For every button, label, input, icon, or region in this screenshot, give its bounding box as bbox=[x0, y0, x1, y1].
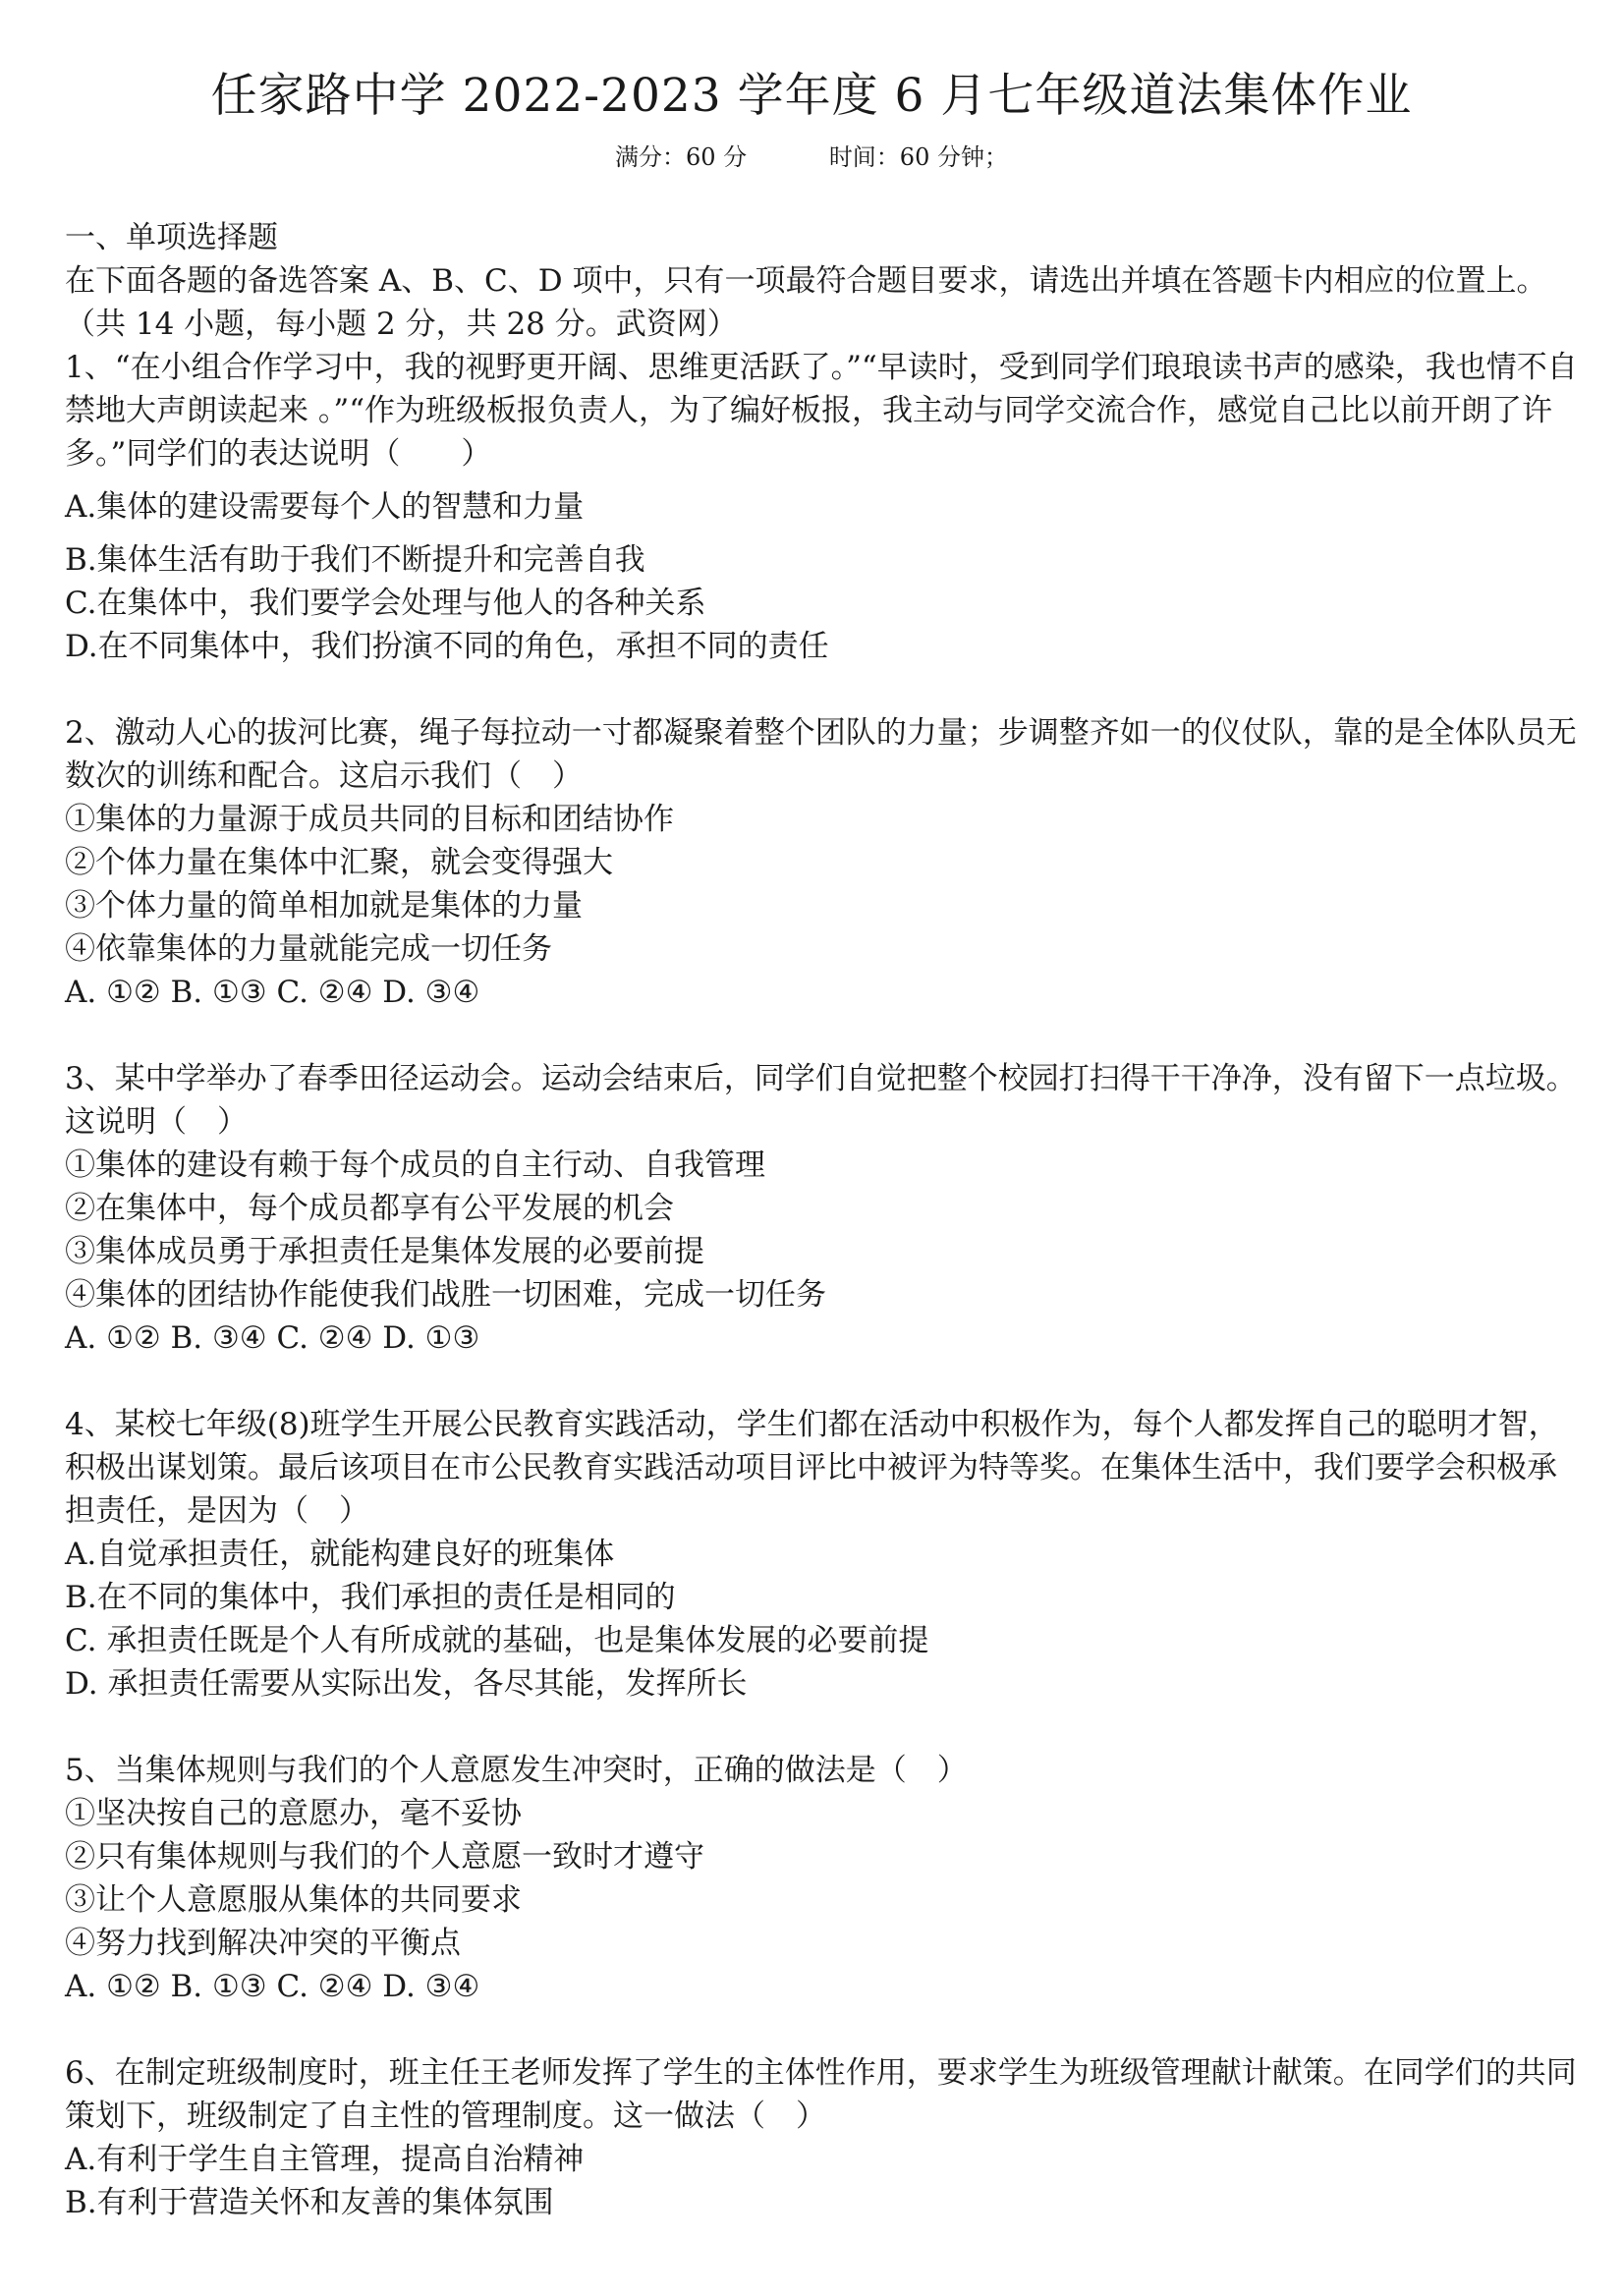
full-score: 满分：60 分 bbox=[615, 143, 748, 171]
option: ①集体的建设有赖于每个成员的自主行动、自我管理 bbox=[65, 1148, 765, 1183]
option: B.在不同的集体中，我们承担的责任是相同的 bbox=[65, 1580, 676, 1615]
option: ③集体成员勇于承担责任是集体发展的必要前提 bbox=[65, 1234, 704, 1269]
exam-info bbox=[0, 138, 1623, 172]
question-stem: 2、激动人心的拔河比赛，绳子每拉动一寸都凝聚着整个团队的力量；步调整齐如一的仪仗队，靠的是全体队员无数次的训练和配合。这启示我们（ ） bbox=[65, 715, 1577, 794]
question-6 bbox=[65, 2051, 1578, 2224]
option: D. 承担责任需要从实际出发，各尽其能，发挥所长 bbox=[65, 1666, 748, 1702]
question-stem: 5、当集体规则与我们的个人意愿发生冲突时，正确的做法是（ ） bbox=[65, 1753, 968, 1788]
question-1 bbox=[65, 346, 1578, 668]
option: A.集体的建设需要每个人的智慧和力量 bbox=[65, 489, 585, 525]
question-2 bbox=[65, 711, 1578, 1014]
option: C.在集体中，我们要学会处理与他人的各种关系 bbox=[65, 586, 706, 621]
question-stem: 3、某中学举办了春季田径运动会。运动会结束后，同学们自觉把整个校园打扫得干干净净，没有留下一点垃圾。这说明（ ） bbox=[65, 1061, 1577, 1140]
option: ②在集体中，每个成员都享有公平发展的机会 bbox=[65, 1191, 674, 1226]
option: ④依靠集体的力量就能完成一切任务 bbox=[65, 931, 552, 967]
question-3 bbox=[65, 1057, 1578, 1360]
answer-choices: A. ①② B. ①③ C. ②④ D. ③④ bbox=[65, 1969, 480, 2004]
question-stem: 6、在制定班级制度时，班主任王老师发挥了学生的主体性作用，要求学生为班级管理献计献策。在同学们的共同策划下，班级制定了自主性的管理制度。这一做法（ ） bbox=[65, 2055, 1577, 2134]
option: ②个体力量在集体中汇聚，就会变得强大 bbox=[65, 845, 613, 880]
option: ④努力找到解决冲突的平衡点 bbox=[65, 1926, 461, 1961]
option: ③让个人意愿服从集体的共同要求 bbox=[65, 1882, 522, 1918]
option: B.集体生活有助于我们不断提升和完善自我 bbox=[65, 542, 645, 578]
document-body bbox=[65, 216, 1578, 2268]
option: ①坚决按自己的意愿办，毫不妥协 bbox=[65, 1796, 522, 1831]
option: ②只有集体规则与我们的个人意愿一致时才遵守 bbox=[65, 1839, 704, 1875]
exam-time: 时间：60 分钟； bbox=[828, 143, 1008, 171]
option: D.在不同集体中，我们扮演不同的角色，承担不同的责任 bbox=[65, 629, 829, 664]
option: ④集体的团结协作能使我们战胜一切困难，完成一切任务 bbox=[65, 1277, 826, 1313]
option: C. 承担责任既是个人有所成就的基础，也是集体发展的必要前提 bbox=[65, 1623, 929, 1658]
answer-choices: A. ①② B. ③④ C. ②④ D. ①③ bbox=[65, 1320, 480, 1356]
option: B.有利于营造关怀和友善的集体氛围 bbox=[65, 2185, 554, 2220]
question-stem: 1、“在小组合作学习中，我的视野更开阔、思维更活跃了。”“早读时，受到同学们琅琅读书声的感染，我也情不自禁地大声朗读起来 。”“作为班级板报负责人，为了编好板报，我主动与同学交流合作，感觉自己比以前开朗了许多。”同学们的表达说明（ ） bbox=[65, 350, 1578, 472]
answer-choices: A. ①② B. ①③ C. ②④ D. ③④ bbox=[65, 975, 480, 1010]
question-5 bbox=[65, 1749, 1578, 2008]
page-title: 任家路中学 2022-2023 学年度 6 月七年级道法集体作业 bbox=[210, 69, 1413, 123]
question-4 bbox=[65, 1403, 1578, 1706]
question-stem: 4、某校七年级(8)班学生开展公民教育实践活动，学生们都在活动中积极作为，每个人都发挥自己的聪明才智，积极出谋划策。最后该项目在市公民教育实践活动项目评比中被评为特等奖。在集体生活中，我们要学会积极承担责任，是因为（ ） bbox=[65, 1407, 1559, 1529]
section-title: 一、单项选择题 bbox=[65, 220, 278, 255]
option: ③个体力量的简单相加就是集体的力量 bbox=[65, 888, 583, 924]
option: A.有利于学生自主管理，提高自治精神 bbox=[65, 2142, 585, 2177]
option: ①集体的力量源于成员共同的目标和团结协作 bbox=[65, 802, 674, 837]
option: A.自觉承担责任，就能构建良好的班集体 bbox=[65, 1537, 615, 1572]
section-instructions: 在下面各题的备选答案 A、B、C、D 项中，只有一项最符合题目要求，请选出并填在答题卡内相应的位置上。（共 14 小题，每小题 2 分，共 28 分。武资网） bbox=[65, 263, 1547, 342]
